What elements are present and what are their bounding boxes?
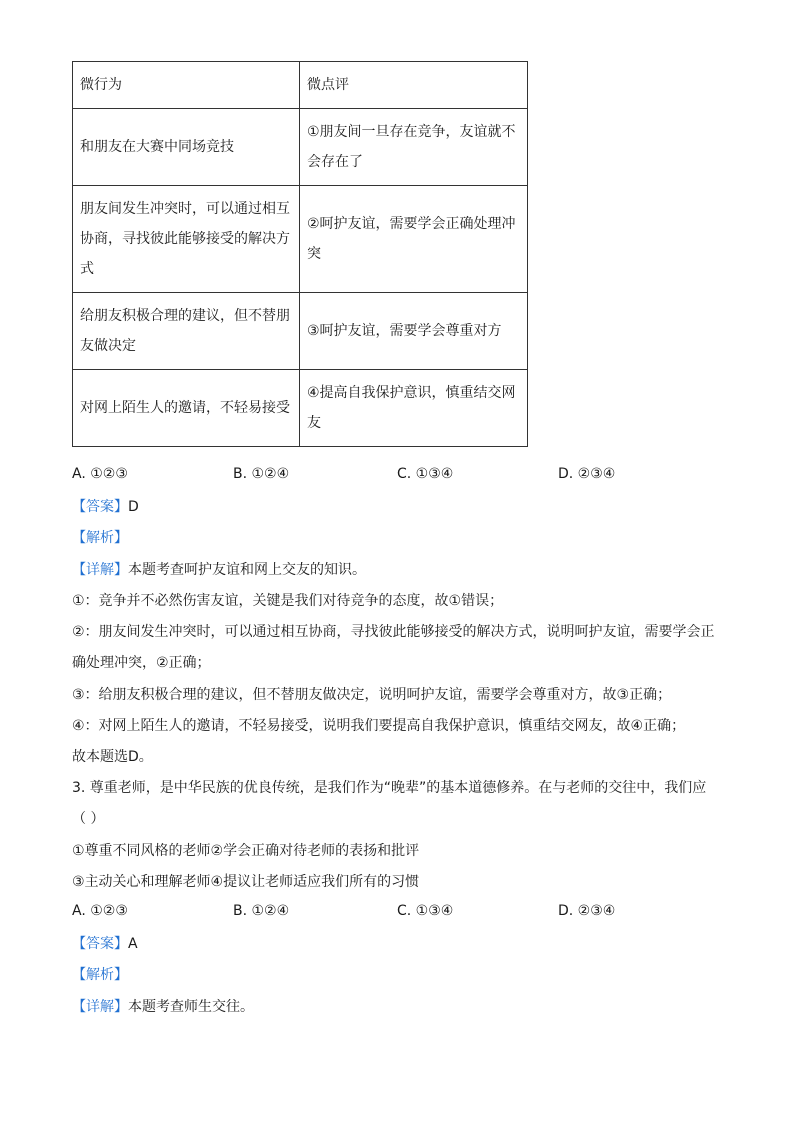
- table-row: [73, 186, 528, 293]
- q2-answer: [72, 497, 139, 517]
- q3-statement-2: ③主动关心和理解老师④提议让老师适应我们所有的习惯: [72, 874, 420, 890]
- answer-label: 【答案】: [72, 936, 128, 952]
- detail-text: 本题考查师生交往。: [128, 999, 254, 1015]
- analysis-label: 【解析】: [72, 530, 128, 546]
- q3-option-b: B. ①②④: [233, 903, 290, 919]
- table-row: [73, 293, 528, 370]
- q2-option-b: B. ①②④: [233, 466, 290, 482]
- table-row: [73, 109, 528, 186]
- q3-options: [72, 903, 712, 923]
- analysis-line: 故本题选D。: [72, 749, 153, 765]
- table-cell: 对网上陌生人的邀请，不轻易接受: [73, 370, 300, 447]
- analysis-line: 确处理冲突，②正确；: [72, 655, 211, 671]
- table-cell: 和朋友在大赛中同场竞技: [73, 109, 300, 186]
- detail-label: 【详解】: [72, 562, 128, 578]
- analysis-label: 【解析】: [72, 967, 128, 983]
- q3-option-d: D. ②③④: [558, 903, 616, 919]
- detail-label: 【详解】: [72, 999, 128, 1015]
- micro-behavior-table: [72, 61, 528, 447]
- analysis-line: ④：对网上陌生人的邀请，不轻易接受，说明我们要提高自我保护意识，慎重结交网友，故④正确；: [72, 718, 686, 734]
- q3-option-a: A. ①②③: [72, 903, 128, 919]
- q2-options: [72, 466, 712, 486]
- table-cell: ③呵护友谊，需要学会尊重对方: [300, 293, 528, 370]
- q2-option-c: C. ①③④: [397, 466, 454, 482]
- table-cell: 朋友间发生冲突时，可以通过相互协商，寻找彼此能够接受的解决方式: [73, 186, 300, 293]
- q2-analysis: [72, 528, 128, 548]
- table-cell: ①朋友间一旦存在竞争，友谊就不会存在了: [300, 109, 528, 186]
- analysis-line: ①：竞争并不必然伤害友谊，关键是我们对待竞争的态度，故①错误；: [72, 593, 504, 609]
- table-header-row: [73, 62, 528, 109]
- q3-answer: [72, 934, 138, 954]
- table-row: [73, 370, 528, 447]
- table-header-cell: 微行为: [73, 62, 300, 109]
- q3-option-c: C. ①③④: [397, 903, 454, 919]
- answer-label: 【答案】: [72, 499, 128, 515]
- q2-option-a: A. ①②③: [72, 466, 128, 482]
- q3-stem: 3. 尊重老师，是中华民族的优良传统，是我们作为“晚辈”的基本道德修养。在与老师的交往中，我们应: [72, 780, 707, 796]
- analysis-line: ③：给朋友积极合理的建议，但不替朋友做决定，说明呵护友谊，需要学会尊重对方，故③正确；: [72, 687, 672, 703]
- q3-paren: （ ）: [72, 811, 105, 827]
- table-header-cell: 微点评: [300, 62, 528, 109]
- answer-value: D: [128, 499, 139, 515]
- table-cell: 给朋友积极合理的建议，但不替朋友做决定: [73, 293, 300, 370]
- q3-analysis: [72, 965, 128, 985]
- q2-detail: [72, 560, 366, 580]
- q3-statement-1: ①尊重不同风格的老师②学会正确对待老师的表扬和批评: [72, 843, 420, 859]
- detail-text: 本题考查呵护友谊和网上交友的知识。: [128, 562, 366, 578]
- analysis-line: ②：朋友间发生冲突时，可以通过相互协商，寻找彼此能够接受的解决方式，说明呵护友谊，需要学会正: [72, 624, 715, 640]
- answer-value: A: [128, 936, 138, 952]
- q3-detail: [72, 997, 254, 1017]
- table-cell: ④提高自我保护意识，慎重结交网友: [300, 370, 528, 447]
- q2-option-d: D. ②③④: [558, 466, 616, 482]
- table-cell: ②呵护友谊，需要学会正确处理冲突: [300, 186, 528, 293]
